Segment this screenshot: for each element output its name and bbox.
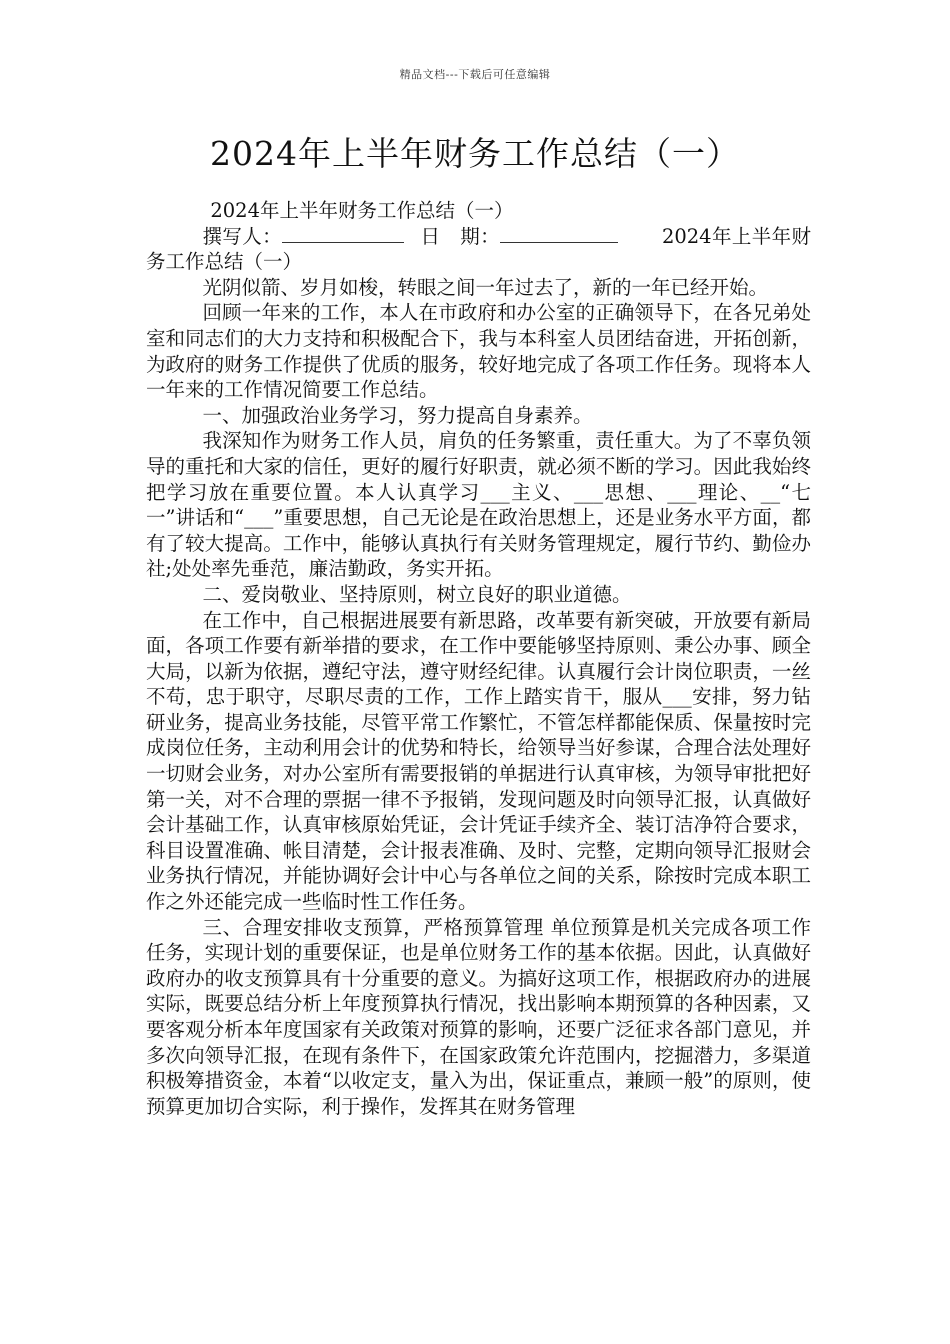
paragraph-4: 在工作中，自己根据进展要有新思路，改革要有新突破，开放要有新局面，各项工作要有新举措的要求，在工作中要能够坚持原则、秉公办事、顾全大局，以新为依据，遵纪守法，遵守财经纪律。认真履行会计岗位职责，一丝不苟，忠于职守，尽职尽责的工作，工作上踏实肯干，服从___安排，努力钻研业务，提高业务技能，尽管平常工作繁忙，不管怎样都能保质、保量按时完成岗位任务，主动利用会计的优势和特长，给领导当好参谋，合理合法处理好一切财会业务，对办公室所有需要报销的单据进行认真审核，为领导审批把好第一关，对不合理的票据一律不予报销，发现问题及时向领导汇报，认真做好会计基础工作，认真审核原始凭证，会计凭证手续齐全、装订洁净符合要求，科目设置准确、帐目清楚，会计报表准确、及时、完整，定期向领导汇报财会业务执行情况，并能协调好会计中心与各单位之间的关系，除按时完成本职工作之外还能完成一些临时性工作任务。 — [146, 608, 811, 914]
date-blank — [500, 224, 618, 243]
section-heading-1: 一、加强政治业务学习，努力提高自身素养。 — [202, 403, 593, 427]
paragraph-5: 三、合理安排收支预算，严格预算管理 单位预算是机关完成各项工作任务，实现计划的重要保证，也是单位财务工作的基本依据。因此，认真做好政府办的收支预算具有十分重要的意义。为搞好这项工作，根据政府办的进展实际，既要总结分析上年度预算执行情况，找出影响本期预算的各种因素，又要客观分析本年度国家有关政策对预算的影响，还要广泛征求各部门意见，并多次向领导汇报，在现有条件下，在国家政策允许范围内，挖掘潜力，多渠道积极筹措资金，本着“以收定支，量入为出，保证重点，兼顾一般”的原则，使预算更加切合实际，利于操作，发挥其在财务管理 — [146, 915, 811, 1118]
section-heading-2: 二、爱岗敬业、坚持原则，树立良好的职业道德。 — [202, 582, 632, 606]
meta-author-date-line — [146, 224, 811, 275]
paragraph-3: 我深知作为财务工作人员，肩负的任务繁重，责任重大。为了不辜负领导的重托和大家的信任，更好的履行好职责，就必须不断的学习。因此我始终把学习放在重要位置。本人认真学习___主义、___思想、___理论、__“七一”讲话和“___”重要思想，自己无论是在政治思想上，还是业务水平方面，都有了较大提高。工作中，能够认真执行有关财务管理规定，履行节约、勤俭办社;处处率先垂范，廉洁勤政，务实开拓。 — [146, 429, 811, 581]
header-note: 精品文档---下载后可任意编辑 — [399, 68, 551, 81]
author-blank — [282, 224, 404, 243]
meta-title-repeat: 2024年上半年财务工作总结（一） — [210, 199, 514, 222]
paragraph-2: 回顾一年来的工作，本人在市政府和办公室的正确领导下，在各兄弟处室和同志们的大力支持和积极配合下，我与本科室人员团结奋进，开拓创新，为政府的财务工作提供了优质的服务，较好地完成了各项工作任务。现将本人一年来的工作情况简要工作总结。 — [146, 301, 811, 402]
date-label: 日 期： — [420, 224, 500, 248]
author-label: 撰写人： — [202, 224, 283, 248]
paragraph-1: 光阴似箭、岁月如梭，转眼之间一年过去了，新的一年已经开始。 — [202, 275, 769, 299]
document-title: 2024年上半年财务工作总结（一） — [210, 134, 740, 173]
document-body — [146, 198, 811, 1119]
meta-title-tail: 2024年上半年财务工作总结（一） — [146, 224, 811, 274]
